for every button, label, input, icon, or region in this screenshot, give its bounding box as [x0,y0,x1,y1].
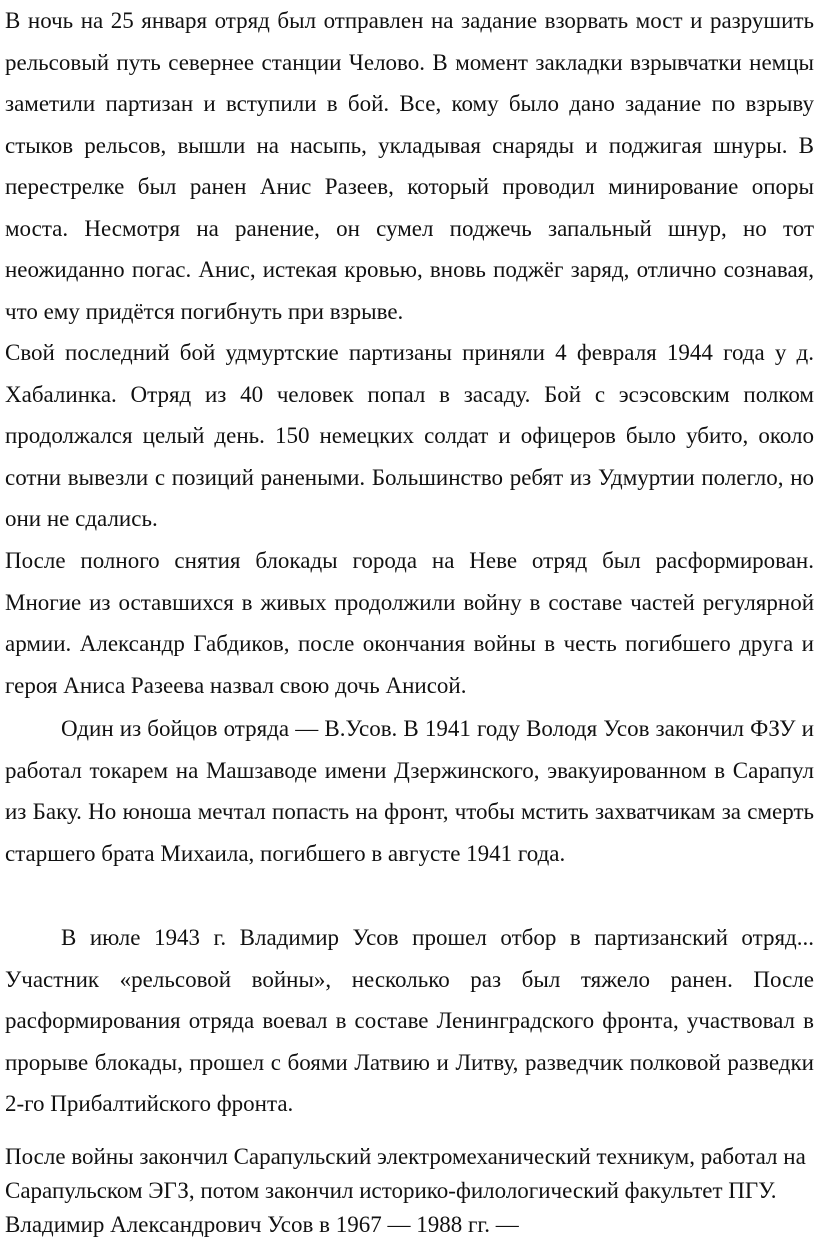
paragraph-usov-1943: В июле 1943 г. Владимир Усов прошел отбор в партизанский отряд... Участник «рельсовой войны», несколько раз был тяжело ранен. После расформирования отряда воевал в составе Ленинградского фронта, участвовал в прорыве блокады, прошел с боями Латвию и Литву, разведчик полковой разведки 2-го Прибалтийского фронта. [5,925,814,1116]
paragraph-usov-intro: Один из бойцов отряда — В.Усов. В 1941 году Володя Усов закончил ФЗУ и работал токарем на Машзаводе имени Дзержинского, эвакуированном в Сарапул из Баку. Но юноша мечтал попасть на фронт, чтобы мстить захватчикам за смерть старшего брата Михаила, погибшего в августе 1941 года. [5,716,814,866]
paragraph-bridge-mission: В ночь на 25 января отряд был отправлен на задание взорвать мост и разрушить рельсовый путь севернее станции Челово. В момент закладки взрывчатки немцы заметили партизан и вступили в бой. Все, кому было дано задание по взрыву стыков рельсов, вышли на насыпь, укладывая снаряды и поджигая шнуры. В перестрелке был ранен Анис Разеев, который проводил минирование опоры моста. Несмотря на ранение, он сумел поджечь запальный шнур, но тот неожиданно погас. Анис, истекая кровью, вновь поджёг заряд, отлично сознавая, что ему придётся погибнуть при взрыве. [5,8,814,324]
paragraph-disbanded: После полного снятия блокады города на Неве отряд был расформирован. Многие из оставшихся в живых продолжили войну в составе частей регулярной армии. Александр Габдиков, после окончания войны в честь погибшего друга и героя Аниса Разеева назвал свою дочь Анисой. [5,548,814,698]
paragraph-after-war: После войны закончил Сарапульский электромеханический техникум, работал на Сарапульском ЭГЗ, потом закончил историко-филологический факультет ПГУ. Владимир Александрович Усов в 1967 — 1988 гг. — [5,1144,806,1237]
paragraph-last-battle: Свой последний бой удмуртские партизаны приняли 4 февраля 1944 года у д. Хабалинка. Отряд из 40 человек попал в засаду. Бой с эсэсовским полком продолжался целый день. 150 немецких солдат и офицеров было убито, около сотни вывезли с позиций ранеными. Большинство ребят из Удмуртии полегло, но они не сдались. [5,340,814,531]
